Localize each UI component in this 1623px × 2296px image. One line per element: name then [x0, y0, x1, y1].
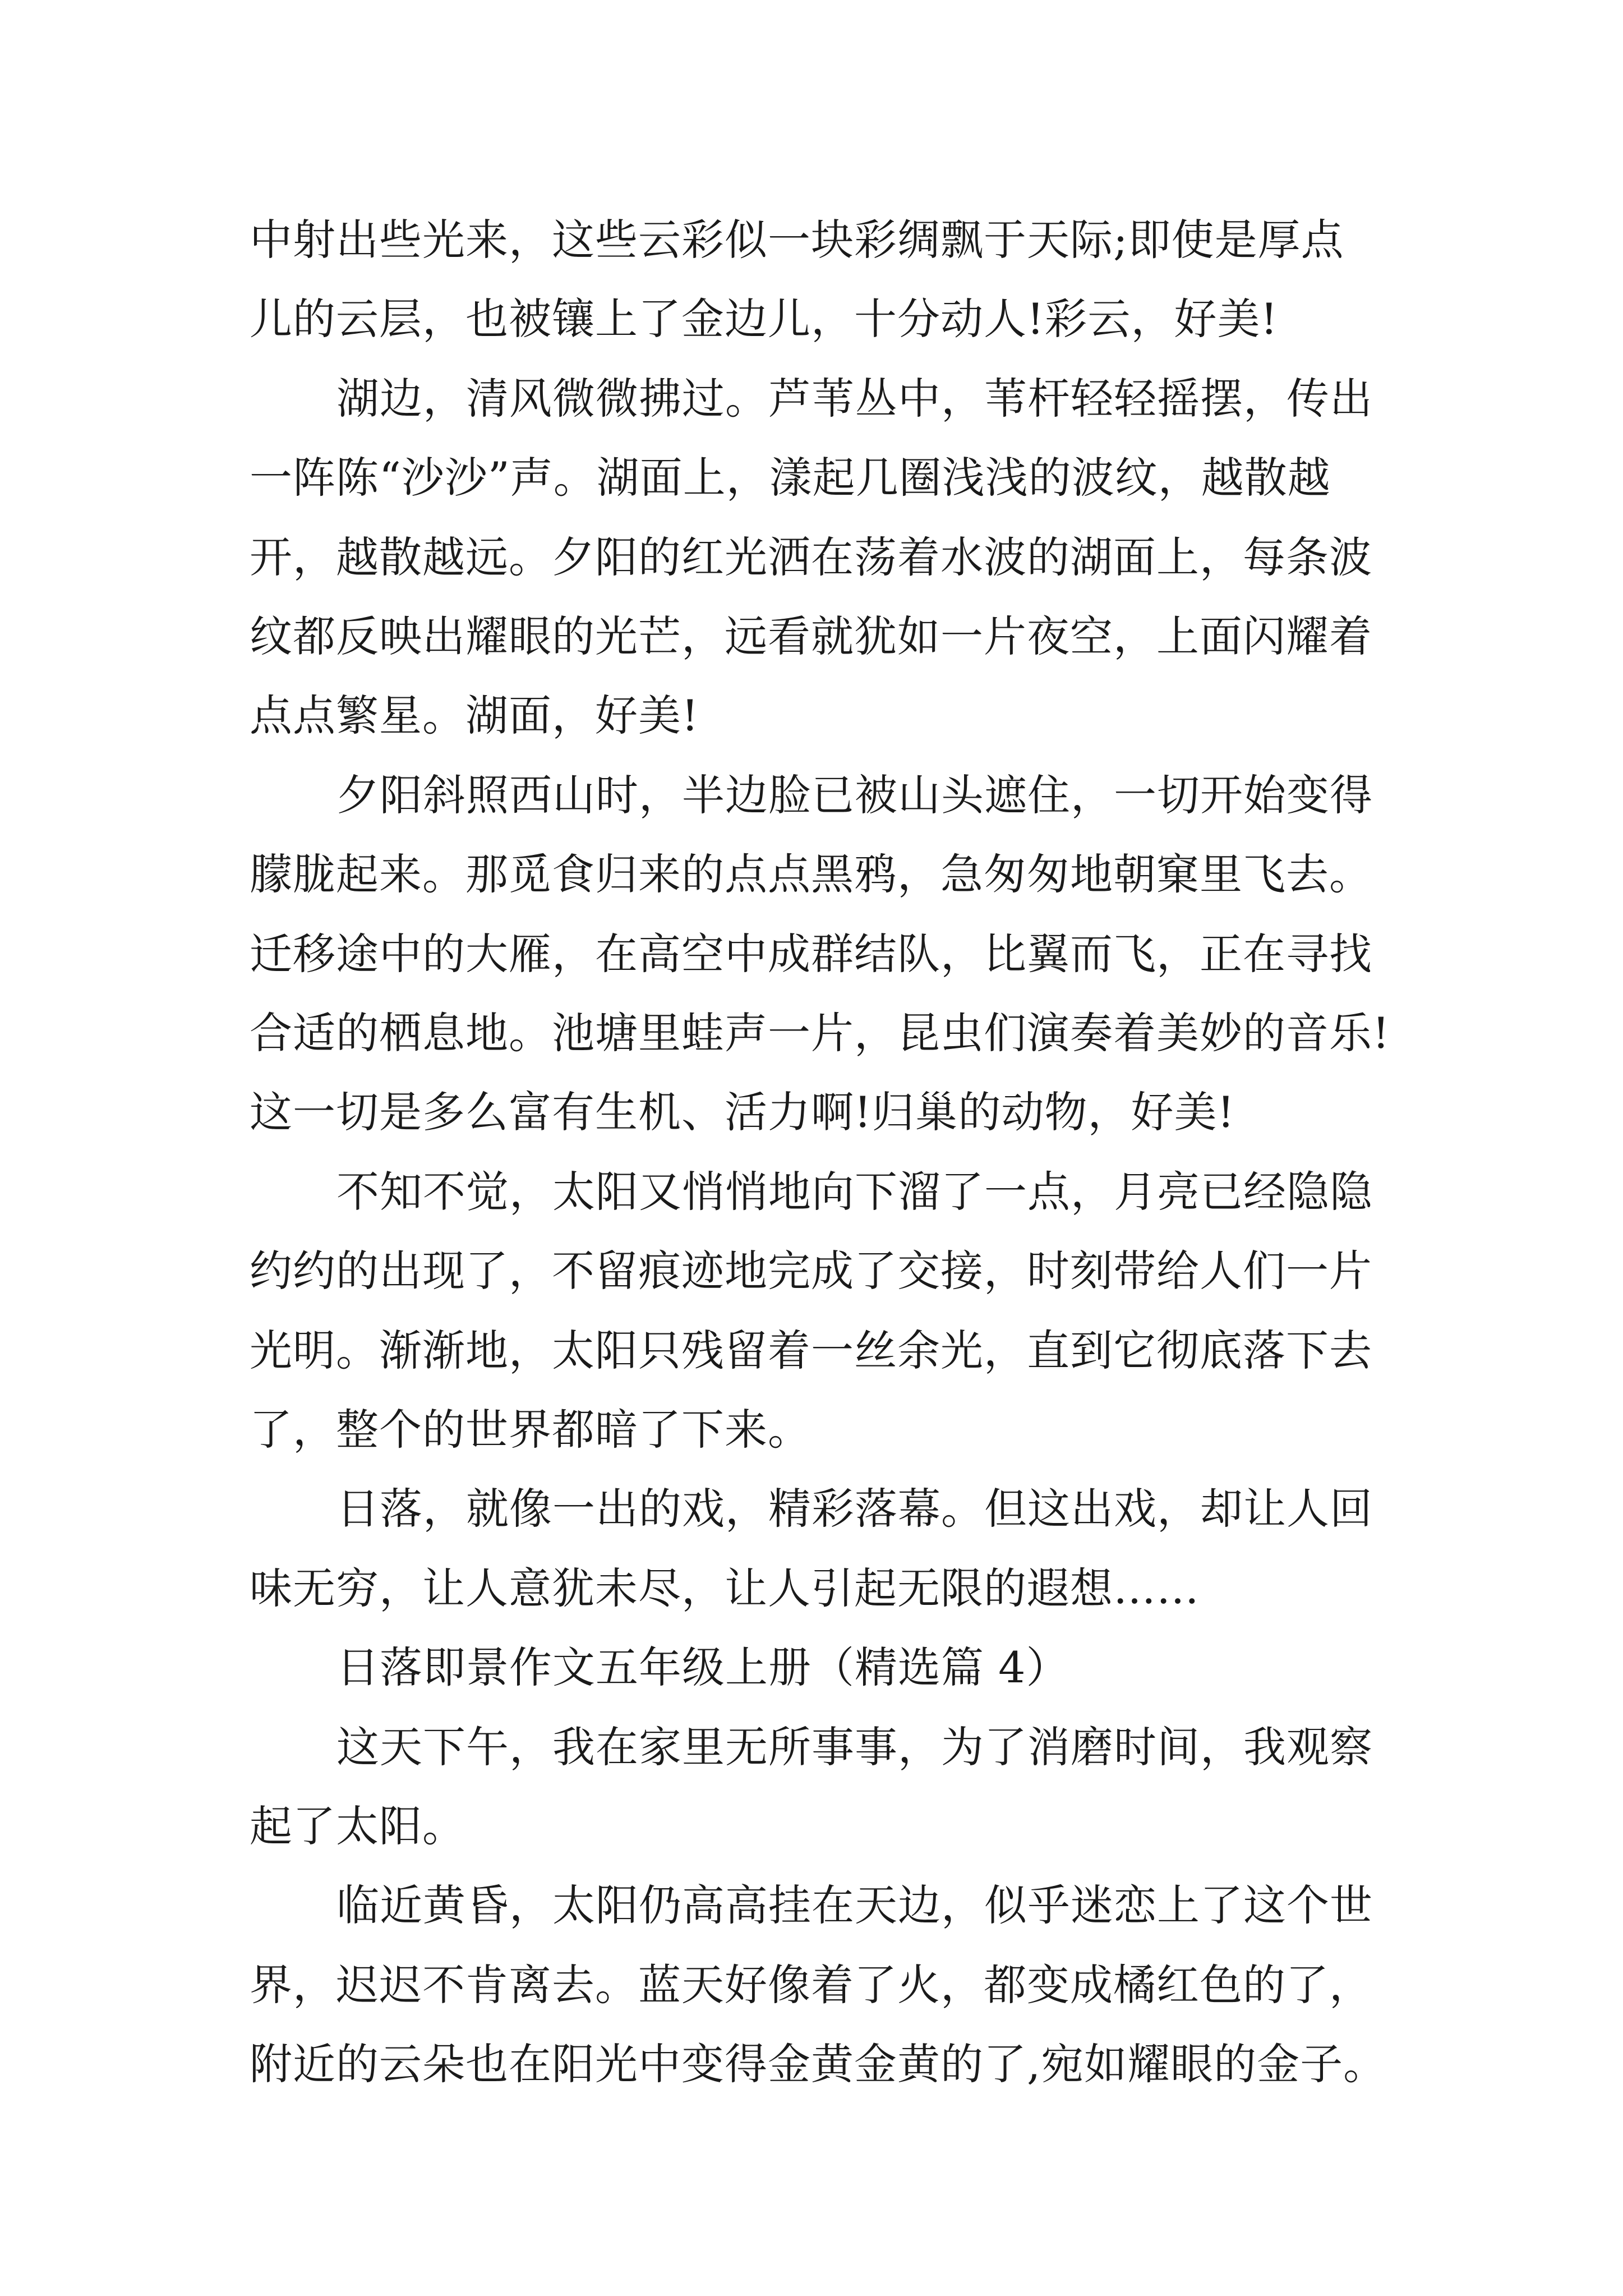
paragraph-start-line: 日落，就像一出的戏，精彩落幕。但这出戏，却让人回 [336, 1484, 1373, 1534]
section-heading: 日落即景作文五年级上册（精选篇 4） [336, 1642, 1069, 1692]
text-line: 附近的云朵也在阳光中变得金黄金黄的了,宛如耀眼的金子。 [250, 2039, 1387, 2089]
paragraph-start-line: 夕阳斜照西山时，半边脸已被山头遮住，一切开始变得 [336, 770, 1373, 820]
text-line: 这一切是多么富有生机、活力啊!归巢的动物，好美! [250, 1087, 1235, 1137]
paragraph-start-line: 这天下午，我在家里无所事事，为了消磨时间，我观察 [336, 1722, 1373, 1772]
text-line: 光明。渐渐地，太阳只残留着一丝余光，直到它彻底落下去 [250, 1326, 1372, 1375]
text-line: 约约的出现了，不留痕迹地完成了交接，时刻带给人们一片 [250, 1246, 1372, 1296]
paragraph-start-line: 不知不觉，太阳又悄悄地向下溜了一点，月亮已经隐隐 [336, 1167, 1373, 1217]
text-line: 开，越散越远。夕阳的红光洒在荡着水波的湖面上，每条波 [250, 532, 1372, 582]
paragraph-start-line: 湖边，清风微微拂过。芦苇丛中，苇杆轻轻摇摆，传出 [336, 374, 1373, 424]
text-line: 迁移途中的大雁，在高空中成群结队，比翼而飞，正在寻找 [250, 929, 1372, 979]
text-line: 点点繁星。湖面，好美! [250, 691, 699, 740]
text-line: 起了太阳。 [250, 1801, 465, 1851]
text-line: 味无穷，让人意犹未尽，让人引起无限的遐想…… [250, 1563, 1200, 1613]
paragraph-start-line: 临近黄昏，太阳仍高高挂在天边，似乎迷恋上了这个世 [336, 1880, 1373, 1930]
text-line: 了，整个的世界都暗了下来。 [250, 1405, 811, 1455]
text-line: 中射出些光来，这些云彩似一块彩绸飘于天际;即使是厚点 [250, 215, 1344, 265]
text-line: 儿的云层，也被镶上了金边儿，十分动人!彩云，好美! [250, 294, 1279, 344]
text-line: 朦胧起来。那觅食归来的点点黑鸦，急匆匆地朝窠里飞去。 [250, 849, 1372, 899]
text-line: 合适的栖息地。池塘里蛙声一片，昆虫们演奏着美妙的音乐! [250, 1008, 1390, 1058]
text-line: 界，迟迟不肯离去。蓝天好像着了火，都变成橘红色的了， [250, 1960, 1372, 2010]
text-line: 一阵陈“沙沙”声。湖面上，漾起几圈浅浅的波纹，越散越 [250, 453, 1331, 503]
text-line: 纹都反映出耀眼的光芒，远看就犹如一片夜空，上面闪耀着 [250, 611, 1372, 661]
